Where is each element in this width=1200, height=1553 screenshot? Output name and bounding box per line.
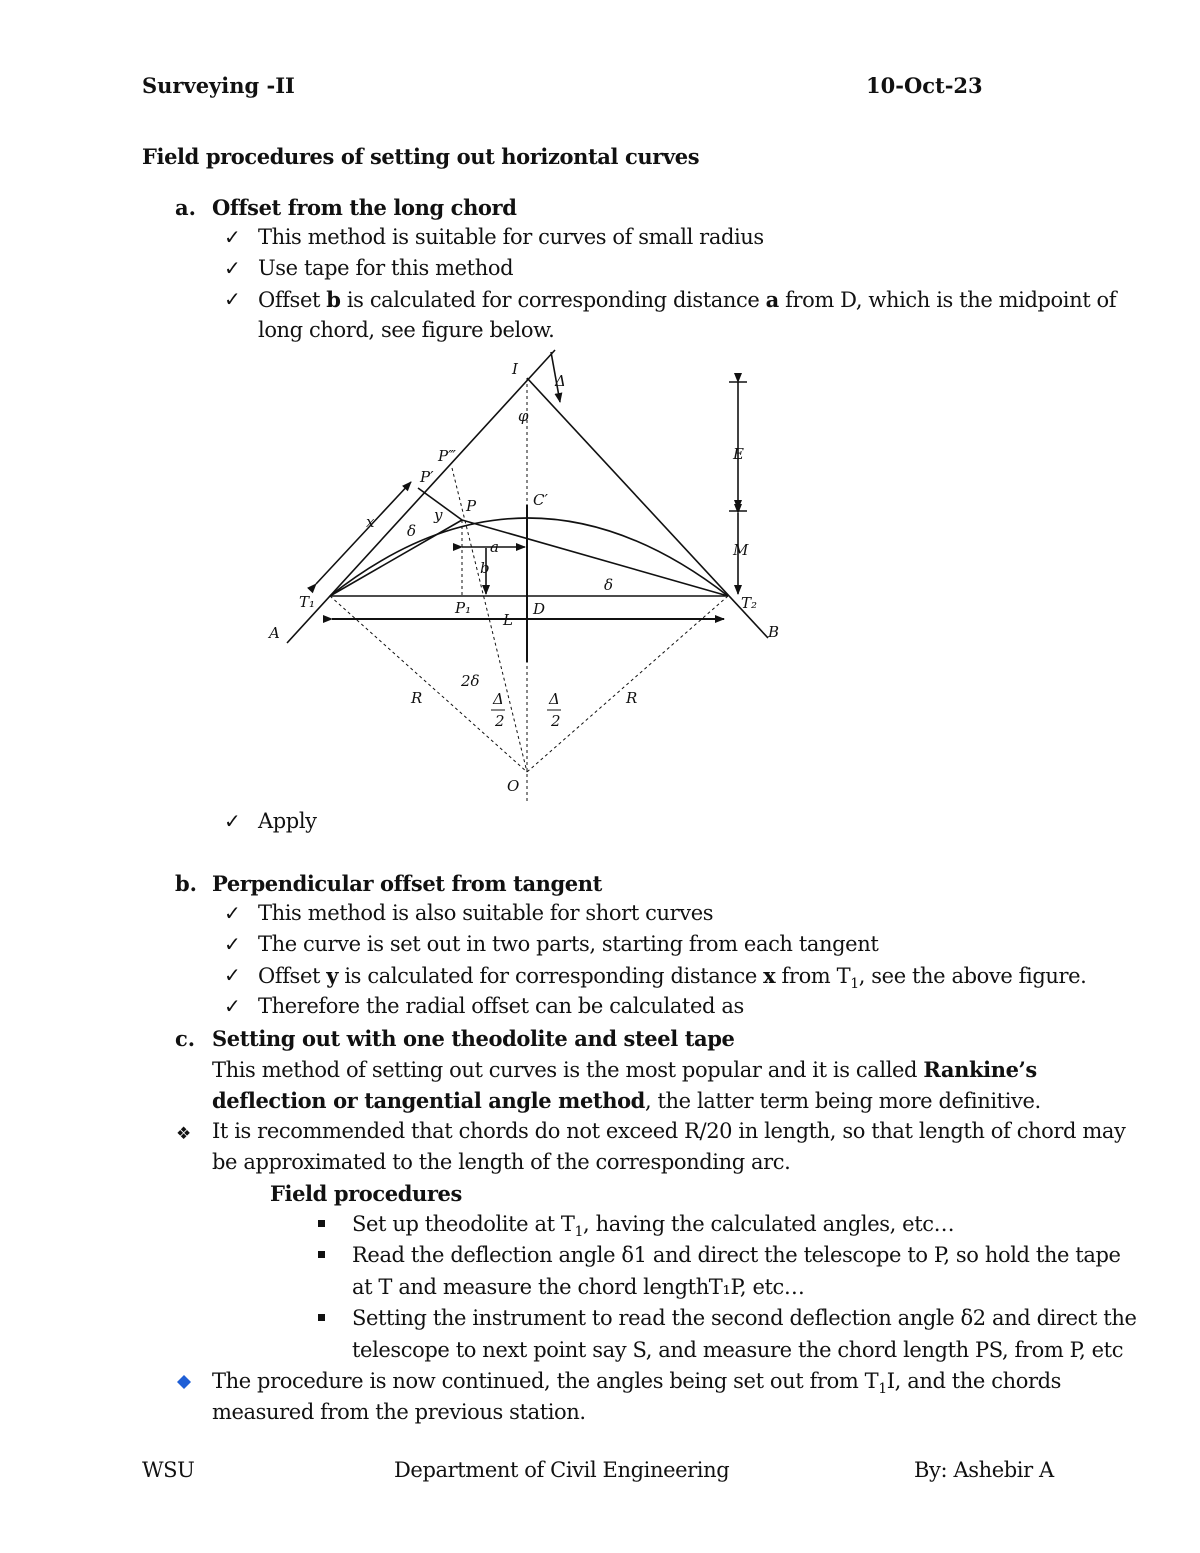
label-C: C′ [533,491,548,509]
continuation-line1: The procedure is now continued, the angles being set out from $T_1I$, and the chords [212,1369,1062,1398]
section-c-marker: c. [175,1026,196,1051]
chord-t1-p [330,520,462,596]
step-2-line2: at T and measure the chord lengthT₁P, etc… [352,1275,805,1299]
recommendation-line2: be approximated to the length of the corresponding arc. [212,1150,791,1174]
label-phi: φ [518,407,529,425]
checkmark-icon: ✓ [224,963,241,987]
label-b: b [480,559,490,577]
section-c-heading: Setting out with one theodolite and steel tape [212,1026,735,1051]
footer-right: By: Ashebir A [914,1458,1054,1482]
footer-center: Department of Civil Engineering [394,1458,730,1482]
section-a-bullet-4: Apply [258,809,317,833]
label-R-left: R [411,689,423,707]
radius-right [527,596,728,772]
checkmark-icon: ✓ [224,932,241,956]
label-T2: T₂ [741,594,758,612]
label-D: D [533,600,546,618]
page-title: Field procedures of setting out horizontal curves [142,144,700,169]
section-b-marker: b. [175,871,197,896]
checkmark-icon: ✓ [224,225,241,249]
label-P2: P′ [420,468,434,486]
section-b-bullet-2: The curve is set out in two parts, starting from each tangent [258,932,879,956]
label-E: E [733,445,744,463]
section-a-heading: Offset from the long chord [212,195,517,220]
label-R-right: R [626,689,638,707]
checkmark-icon: ✓ [224,287,241,311]
section-b-bullet-3: Offset y is calculated for corresponding distance x from $T_1$, see the above figure. [258,963,1087,993]
label-A: A [269,624,280,642]
header-course: Surveying -II [142,73,295,98]
label-delta-half-right: Δ [549,690,560,708]
label-x: x [366,513,375,531]
section-a-bullet-3-cont: long chord, see figure below. [258,318,555,342]
square-bullet-icon [318,1220,325,1227]
x-dimension [316,482,411,584]
checkmark-icon: ✓ [224,256,241,280]
label-P3: P‴ [438,447,456,465]
label-T1: T₁ [299,593,316,611]
label-two-left: 2 [495,712,505,730]
step-2-line1: Read the deflection angle δ1 and direct the telescope to P, so hold the tape [352,1243,1121,1267]
section-a-bullet-3: Offset b is calculated for corresponding distance a from D, which is the midpoint of [258,287,1117,312]
header-date: 10-Oct-23 [866,73,983,98]
label-O: O [507,777,520,795]
forward-tangent-line [527,378,768,638]
recommendation-line1: It is recommended that chords do not exceed R/20 in length, so that length of chord may [212,1119,1126,1143]
radius-left [330,596,527,772]
label-B: B [768,623,780,641]
label-M: M [733,541,749,559]
label-two-right: 2 [551,712,561,730]
section-b-heading: Perpendicular offset from tangent [212,871,602,896]
continuation-line2: measured from the previous station. [212,1400,586,1424]
section-b-bullet-4: Therefore the radial offset can be calculated as [258,994,744,1018]
label-y: y [434,506,443,524]
label-delta: Δ [555,372,566,390]
footer-left: WSU [142,1458,195,1482]
section-c-para-line1: This method of setting out curves is the most popular and it is called Rankine’s [212,1057,1037,1082]
blue-diamond-icon [176,1374,192,1390]
label-L: L [503,611,513,629]
section-c-para-line2: deflection or tangential angle method, the latter term being more definitive. [212,1088,1041,1113]
checkmark-icon: ✓ [224,809,241,833]
section-b-bullet-1: This method is also suitable for short curves [258,901,714,925]
back-tangent-line [287,350,555,643]
label-P: P [466,497,477,515]
checkmark-icon: ✓ [224,994,241,1018]
label-delta-small: δ [407,522,417,540]
diamond-cross-icon: ❖ [176,1124,192,1144]
label-I: I [512,360,518,378]
step-3-line2: telescope to next point say S, and measure the chord length PS, from P, etc [352,1338,1124,1362]
field-procedures-heading: Field procedures [270,1181,462,1206]
section-a-bullet-2: Use tape for this method [258,256,514,280]
square-bullet-icon [318,1251,325,1258]
label-2delta: 2δ [461,672,480,690]
label-a: a [490,538,499,556]
square-bullet-icon [318,1314,325,1321]
section-a-bullet-1: This method is suitable for curves of small radius [258,225,764,249]
chord-p-t2 [462,520,728,596]
label-P1: P₁ [455,599,472,617]
section-a-marker: a. [175,195,196,220]
checkmark-icon: ✓ [224,901,241,925]
step-3-line1: Setting the instrument to read the second deflection angle δ2 and direct the [352,1306,1137,1330]
step-1: Set up theodolite at $T_1$, having the calculated angles, etc… [352,1212,955,1241]
label-delta-small-2: δ [604,576,614,594]
label-delta-half-left: Δ [493,690,504,708]
